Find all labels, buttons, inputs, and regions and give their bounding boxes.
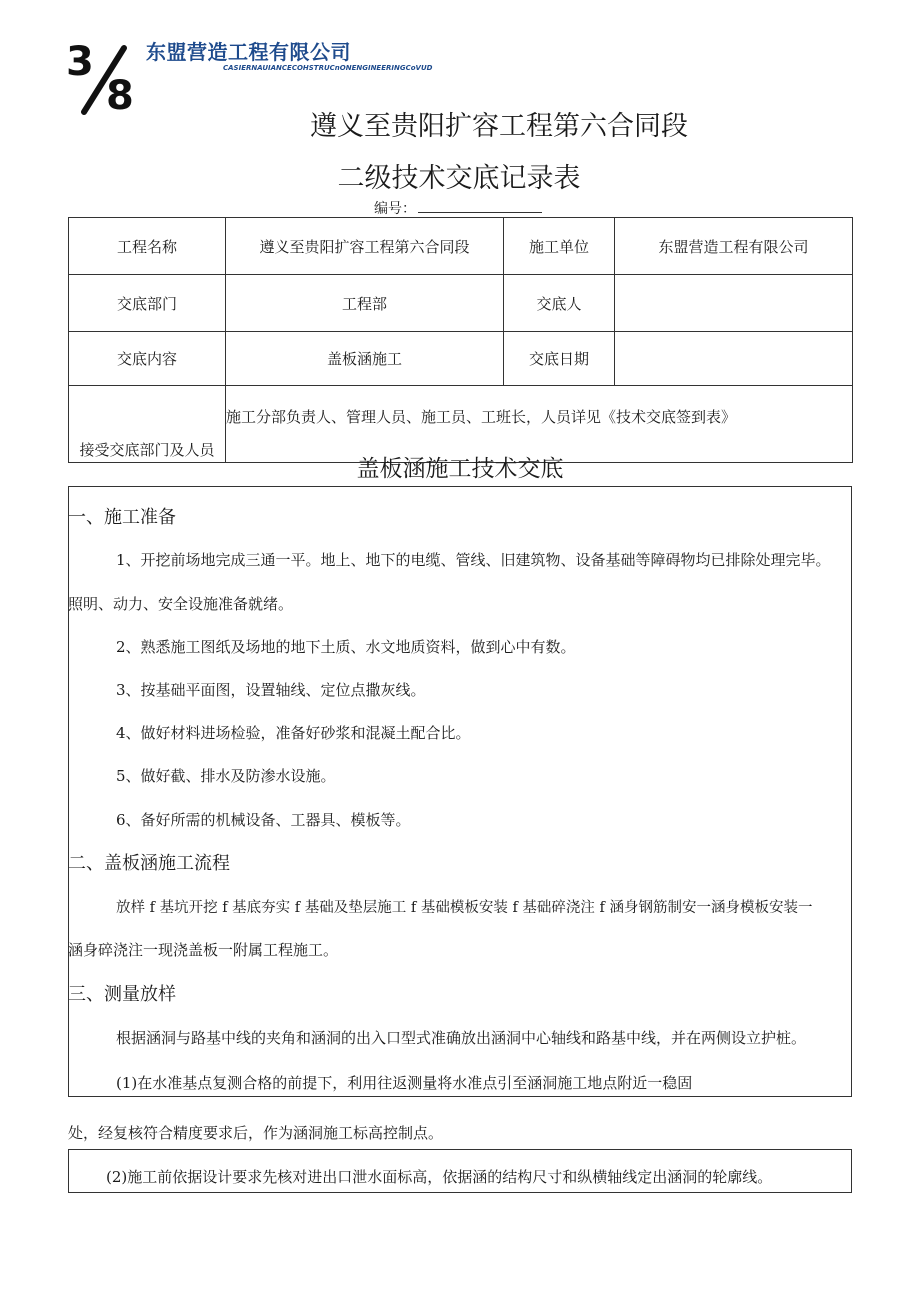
- s1-heading: 一、施工准备: [68, 507, 176, 528]
- s1-paragraph-1-cont: 照明、动力、安全设施准备就绪。: [68, 595, 294, 613]
- table-row: [69, 275, 853, 332]
- table-row: [69, 218, 853, 275]
- recipients-value: 施工分部负责人、管理人员、施工员、工班长，人员详见《技术交底签到表》: [226, 386, 853, 463]
- date-value: [615, 332, 853, 386]
- project-name-value: 遵义至贵阳扩容工程第六合同段: [226, 218, 504, 275]
- dept-value: 工程部: [226, 275, 504, 332]
- s2-heading: 二、盖板涵施工流程: [68, 853, 230, 874]
- person-value: [615, 275, 853, 332]
- person-label: 交底人: [504, 275, 615, 332]
- serial-number-field: [374, 198, 542, 218]
- date-label: 交底日期: [504, 332, 615, 386]
- s3-paragraph-3: (2)施工前依据设计要求先核对进出口泄水面标高，依据涵的结构尺寸和纵横轴线定出涵洞的轮廓线。: [106, 1168, 773, 1186]
- s1-paragraph-2: 2、熟悉施工图纸及场地的地下土质、水文地质资料，做到心中有数。: [116, 638, 576, 656]
- s1-paragraph-5: 5、做好截、排水及防渗水设施。: [116, 767, 336, 785]
- s2-paragraph-1: 放样 f 基坑开挖 f 基底夯实 f 基础及垫层施工 f 基础模板安装 f 基础碎浇注 f 涵身钢筋制安一涵身模板安装一: [116, 900, 813, 916]
- project-name-label: 工程名称: [69, 218, 226, 275]
- document-subtitle: 二级技术交底记录表: [337, 163, 581, 194]
- table-row: [69, 332, 853, 386]
- s1-paragraph-4: 4、做好材料进场检验，准备好砂浆和混凝土配合比。: [116, 724, 471, 742]
- recipients-label: 接受交底部门及人员: [69, 386, 226, 463]
- section-title: 盖板涵施工技术交底: [356, 456, 564, 482]
- s2-paragraph-1-cont: 涵身碎浇注一现浇盖板一附属工程施工。: [68, 941, 339, 959]
- s1-paragraph-3: 3、按基础平面图，设置轴线、定位点撒灰线。: [116, 681, 426, 699]
- s1-paragraph-6: 6、备好所需的机械设备、工器具、模板等。: [116, 811, 411, 829]
- s3-paragraph-2-cont: 处，经复核符合精度要求后，作为涵洞施工标高控制点。: [68, 1124, 444, 1142]
- s1-paragraph-1: 1、开挖前场地完成三通一平。地上、地下的电缆、管线、旧建筑物、设备基础等障碍物均已排除处理完毕。: [116, 551, 831, 569]
- contractor-value: 东盟营造工程有限公司: [615, 218, 853, 275]
- content-value: 盖板涵施工: [226, 332, 504, 386]
- logo-denominator: 8: [106, 73, 134, 119]
- serial-blank: [418, 199, 542, 213]
- company-name-en: CASIERNAUIANCECOHSTRUCnONENGINEERINGCoVUD: [223, 64, 433, 72]
- s3-paragraph-1: 根据涵洞与路基中线的夹角和涵洞的出入口型式准确放出涵洞中心轴线和路基中线，并在两侧设立护桩。: [116, 1029, 807, 1047]
- content-label: 交底内容: [69, 332, 226, 386]
- content-box: [68, 486, 852, 1097]
- s3-paragraph-2: (1)在水准基点复测合格的前提下，利用往返测量将水准点引至涵洞施工地点附近一稳固: [116, 1074, 693, 1092]
- dept-label: 交底部门: [69, 275, 226, 332]
- document-title: 遵义至贵阳扩容工程第六合同段: [310, 111, 688, 142]
- logo-numerator: 3: [66, 39, 94, 85]
- company-name-cn: 东盟营造工程有限公司: [146, 40, 351, 64]
- serial-label: 编号：: [374, 201, 416, 217]
- info-table: [68, 217, 853, 463]
- s3-heading: 三、测量放样: [68, 984, 176, 1005]
- contractor-label: 施工单位: [504, 218, 615, 275]
